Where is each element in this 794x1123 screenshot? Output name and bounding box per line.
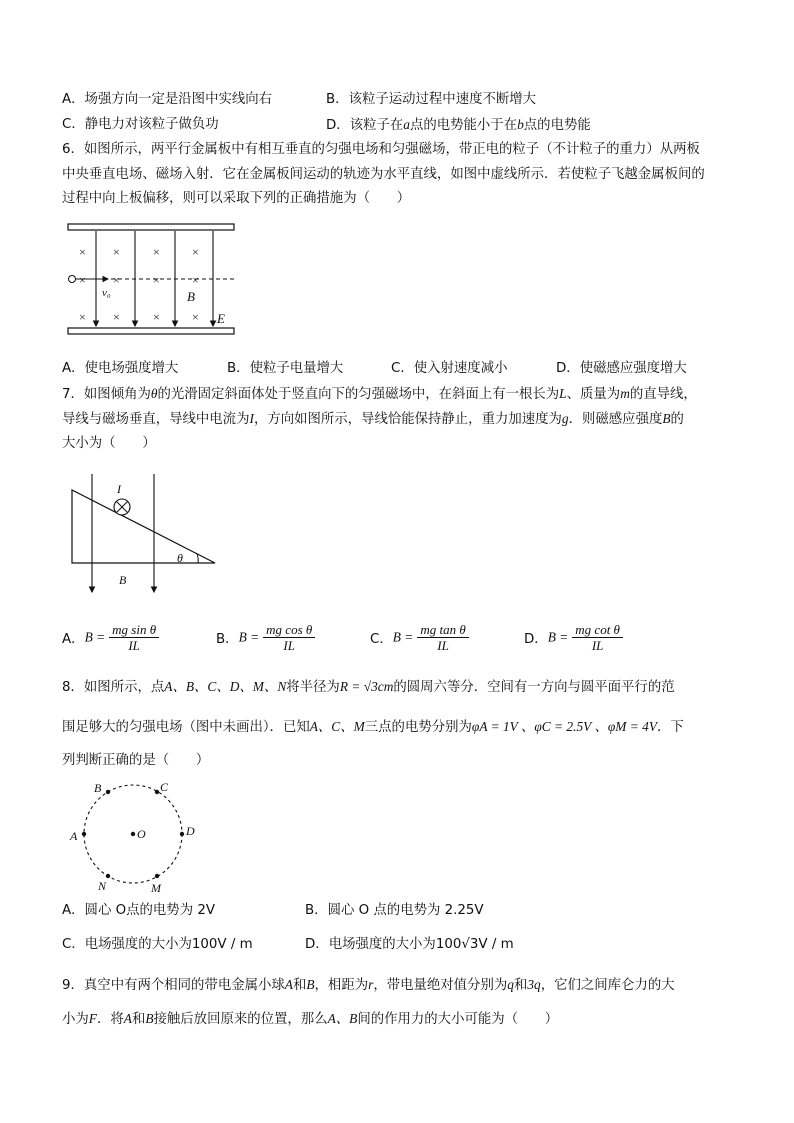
label-c: C <box>160 780 169 794</box>
svg-text:×: × <box>153 245 160 259</box>
fraction <box>263 622 315 653</box>
numerator: mg cos θ <box>263 622 315 638</box>
var-a: a <box>403 117 410 132</box>
text: ．将 <box>96 1012 124 1027</box>
q7-option-c <box>370 622 469 653</box>
q6-option-c: C．使入射速度减小 <box>391 361 508 376</box>
q7-line-1 <box>62 385 697 404</box>
points: A、C、M <box>309 719 365 734</box>
label-theta: θ <box>177 551 183 565</box>
var-g: g <box>561 411 569 426</box>
svg-text:×: × <box>192 273 199 287</box>
var-f: F <box>88 1011 97 1026</box>
points: A、B、C、D、M、N <box>164 679 287 694</box>
label-v0: v₀ <box>102 287 111 299</box>
q7-option-d <box>524 622 623 653</box>
text: 的圆周六等分．空间有一方向与圆平面平行的范 <box>393 680 675 695</box>
label-o: O <box>137 827 146 841</box>
text: 围足够大的匀强电场（图中未画出）．已知 <box>62 720 310 735</box>
q6-option-d: D．使磁感应强度增大 <box>556 361 687 376</box>
option-label: D． <box>524 632 548 647</box>
q8-line-1 <box>62 678 675 697</box>
label-b: B <box>119 573 127 587</box>
q5-option-b: B．该粒子运动过程中速度不断增大 <box>326 92 537 107</box>
text: 的直导线， <box>629 387 697 402</box>
var-b: b <box>517 117 524 132</box>
label-e: E <box>217 311 225 326</box>
q7-line-3: 大小为（ ） <box>62 436 156 451</box>
text: 和 <box>292 978 307 993</box>
text: 接触后放回原来的位置，那么 <box>153 1012 328 1027</box>
q6-line-2: 中央垂直电场、磁场入射．它在金属板间运动的轨迹为水平直线，如图中虚线所示．若使粒子飞越金属板间的 <box>62 167 705 182</box>
text: 点的电势能小于在 <box>409 118 518 133</box>
text: 点的电势能 <box>523 118 591 133</box>
text: 导线与磁场垂直，导线中电流为 <box>62 412 250 427</box>
option-label: B． <box>216 632 239 647</box>
text: ．则磁感应强度 <box>568 412 663 427</box>
numerator: mg tan θ <box>417 622 468 638</box>
label-m: M <box>151 881 161 895</box>
fraction <box>572 622 623 653</box>
fraction <box>109 622 159 653</box>
q5-option-a: A．场强方向一定是沿图中实线向右 <box>62 92 273 107</box>
var-ab: A、B <box>327 1011 358 1026</box>
option-label: A． <box>62 632 85 647</box>
text: ．下 <box>657 720 684 735</box>
q6-option-a: A．使电场强度增大 <box>62 361 179 376</box>
q6-option-b: B．使粒子电量增大 <box>227 361 344 376</box>
q8-option-a: A．圆心 O点的电势为 2V <box>62 903 216 918</box>
q7-figure-incline <box>62 474 222 598</box>
numerator: mg cot θ <box>572 622 623 638</box>
label-n: N <box>98 879 107 893</box>
var-q: q <box>507 977 514 992</box>
text: 和 <box>131 1012 146 1027</box>
text: 的 <box>670 412 684 427</box>
svg-text:×: × <box>113 310 120 324</box>
text: 的光滑固定斜面体处于竖直向下的匀强磁场中，在斜面上有一根长为 <box>157 387 560 402</box>
lhs: B = <box>84 629 106 645</box>
denominator: IL <box>591 638 604 653</box>
var-3q: 3q <box>527 977 541 992</box>
label-i: I <box>117 482 121 496</box>
var-l: L <box>559 386 567 401</box>
q9-line-2 <box>62 1010 558 1029</box>
label-d: D <box>186 824 195 838</box>
q6-line-3: 过程中向上板偏移，则可以采取下列的正确措施为（ ） <box>62 191 411 206</box>
particle <box>69 276 76 283</box>
q7-option-b <box>216 622 315 653</box>
q6-line-1: 6．如图所示，两平行金属板中有相互垂直的匀强电场和匀强磁场，带正电的粒子（不计粒子的重力）从两板 <box>62 142 700 157</box>
var-b: B <box>662 411 671 426</box>
q7-line-2 <box>62 410 684 429</box>
text: 和 <box>513 978 528 993</box>
incline-body <box>72 490 215 563</box>
fraction <box>417 622 468 653</box>
denominator: IL <box>437 638 449 653</box>
svg-text:×: × <box>153 273 160 287</box>
bottom-plate <box>68 328 234 334</box>
lhs: B = <box>547 629 569 645</box>
text: 小为 <box>62 1012 89 1027</box>
q8-figure-circle <box>62 778 202 896</box>
text: 三点的电势分别为 <box>364 720 472 735</box>
var-i: I <box>249 411 254 426</box>
q5-option-d <box>326 116 591 135</box>
text: 将半径为 <box>286 680 340 695</box>
var-a: A <box>123 1011 132 1026</box>
var-b: B <box>145 1011 154 1026</box>
denominator: IL <box>128 638 140 653</box>
numerator: mg sin θ <box>109 622 159 638</box>
svg-text:×: × <box>192 310 199 324</box>
q8-option-b: B．圆心 O 点的电势为 2.25V <box>305 903 484 918</box>
var-b: B <box>306 977 315 992</box>
top-plate <box>68 224 234 230</box>
text: 8．如图所示，点 <box>62 680 165 695</box>
text: ，它们之间库仑力的大 <box>540 978 675 993</box>
q7-option-a <box>62 622 159 653</box>
text: 9．真空中有两个相同的带电金属小球 <box>62 978 285 993</box>
text: ，方向如图所示，导线恰能保持静止，重力加速度为 <box>253 412 562 427</box>
svg-text:×: × <box>113 245 120 259</box>
svg-text:×: × <box>79 310 86 324</box>
denominator: IL <box>283 638 295 653</box>
label-b: B <box>94 781 102 795</box>
potential-expr: φA = 1V 、φC = 2.5V 、φM = 4V <box>471 719 658 734</box>
var-m: m <box>620 386 630 401</box>
q9-line-1 <box>62 976 675 995</box>
svg-text:×: × <box>192 245 199 259</box>
lhs: B = <box>238 629 260 645</box>
lhs: B = <box>392 629 414 645</box>
q6-figure-parallel-plates <box>62 218 242 342</box>
var-a: A <box>284 977 293 992</box>
text: 7．如图倾角为 <box>62 387 151 402</box>
svg-text:×: × <box>79 245 86 259</box>
q8-option-d: D．电场强度的大小为100√3V / m <box>305 937 514 952</box>
text: ，相距为 <box>314 978 369 993</box>
hexagon-points <box>82 790 184 878</box>
text: ，带电量绝对值分别为 <box>373 978 508 993</box>
text: D．该粒子在 <box>326 118 404 133</box>
svg-text:×: × <box>113 273 120 287</box>
option-label: C． <box>370 632 393 647</box>
label-b: B <box>187 289 195 304</box>
radius-expr: R = √3cm <box>339 679 394 694</box>
text: 间的作用力的大小可能为（ ） <box>357 1012 559 1027</box>
label-a: A <box>70 829 78 843</box>
b-field-crosses <box>79 245 199 324</box>
svg-text:×: × <box>153 310 160 324</box>
q8-option-c: C．电场强度的大小为100V / m <box>62 937 253 952</box>
q8-line-2 <box>62 718 684 737</box>
q8-line-3: 列判断正确的是（ ） <box>62 753 210 768</box>
var-theta: θ <box>150 386 158 401</box>
svg-text:×: × <box>79 273 86 287</box>
text: 、质量为 <box>566 387 621 402</box>
var-r: r <box>368 977 374 992</box>
q5-option-c: C．静电力对该粒子做负功 <box>62 117 219 132</box>
